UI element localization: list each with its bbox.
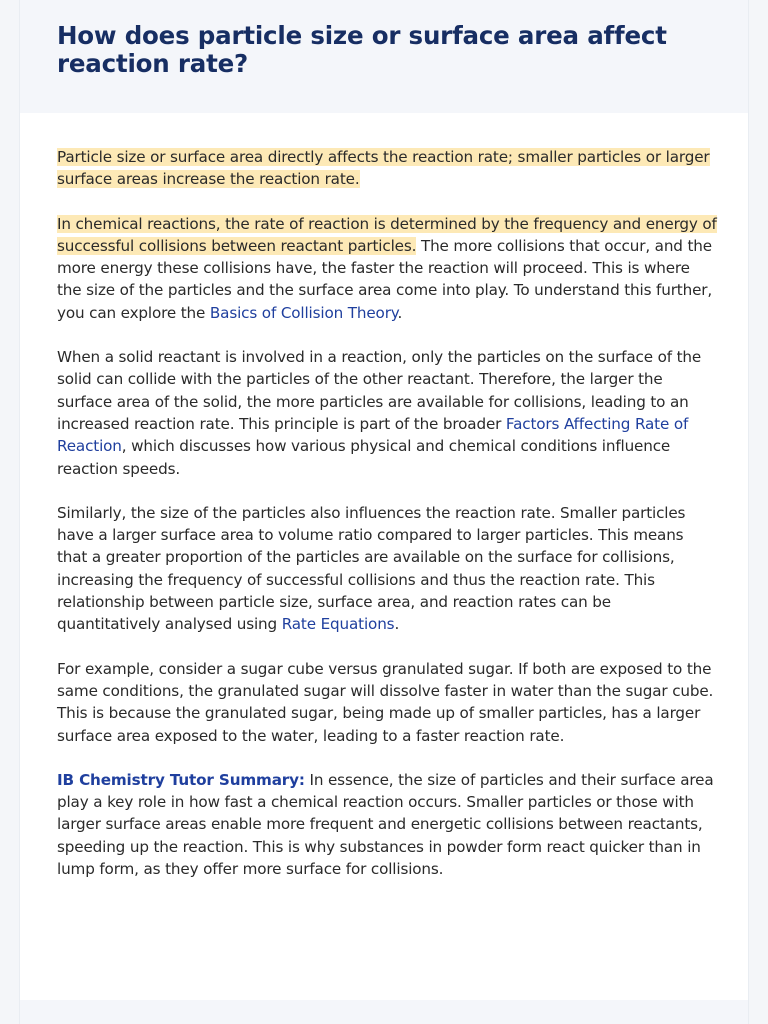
summary-label: IB Chemistry Tutor Summary:: [57, 770, 305, 789]
highlighted-text: In chemical reactions, the rate of reaction is determined by the frequency and energy of successful collisions between reactant particles.: [57, 214, 717, 255]
answer-paragraph-3: [57, 346, 718, 480]
paragraph-text: The more collisions that occur, and the more energy these collisions have, the faster the reaction will proceed. This is where the size of the particles and the surface area come into play. To understand this further, you can explore the: [57, 236, 713, 322]
link-factors-affecting-rate[interactable]: Factors Affecting Rate of Reaction: [57, 414, 689, 456]
card-footer: [20, 1000, 748, 1024]
paragraph-text: , which discusses how various physical and chemical conditions influence reaction speeds.: [57, 437, 671, 478]
paragraph-text: For example, consider a sugar cube versus granulated sugar. If both are exposed to the same conditions, the granulated sugar will dissolve faster in water than the sugar cube. This is because the granulated sugar, being made up of smaller particles, has a larger surface area exposed to the water, leading to a faster reaction rate.: [57, 659, 714, 745]
highlighted-text: Particle size or surface area directly affects the reaction rate; smaller particles or larger surface areas increase the reaction rate.: [57, 148, 710, 189]
paragraph-text: .: [397, 303, 403, 322]
question-header: [20, 0, 748, 113]
answer-body: [20, 113, 748, 880]
paragraph-text: When a solid reactant is involved in a reaction, only the particles on the surface of the solid can collide with the particles of the other reactant. Therefore, the larger the surface area of the solid, the more particles are available for collisions, leading to an increased reaction rate. This principle is part of the broader: [57, 348, 702, 433]
answer-paragraph-1: [57, 146, 718, 191]
summary-paragraph: [57, 769, 718, 880]
answer-paragraph-4: [57, 502, 718, 636]
paragraph-text: Similarly, the size of the particles also influences the reaction rate. Smaller particles have a larger surface area to volume ratio compared to larger particles. This means that a greater proportion of the particles are available on the surface for collisions, increasing the frequency of successful collisions and thus the reaction rate. This relationship between particle size, surface area, and reaction rates can be quantitatively analysed using: [57, 503, 686, 634]
answer-paragraph-2: [57, 213, 718, 324]
summary-text: In essence, the size of particles and their surface area play a key role in how fast a chemical reaction occurs. Smaller particles or those with larger surface areas enable more frequent and energetic collisions between reactants, speeding up the reaction. This is why substances in powder form react quicker than in lump form, as they offer more surface for collisions.: [57, 770, 714, 879]
question-title: How does particle size or surface area affect reaction rate?: [57, 21, 667, 78]
answer-card: [19, 0, 749, 1024]
link-rate-equations[interactable]: Rate Equations: [281, 615, 395, 634]
answer-paragraph-5: [57, 658, 718, 747]
paragraph-text: .: [394, 615, 400, 634]
link-basics-of-collision-theory[interactable]: Basics of Collision Theory: [209, 303, 398, 322]
